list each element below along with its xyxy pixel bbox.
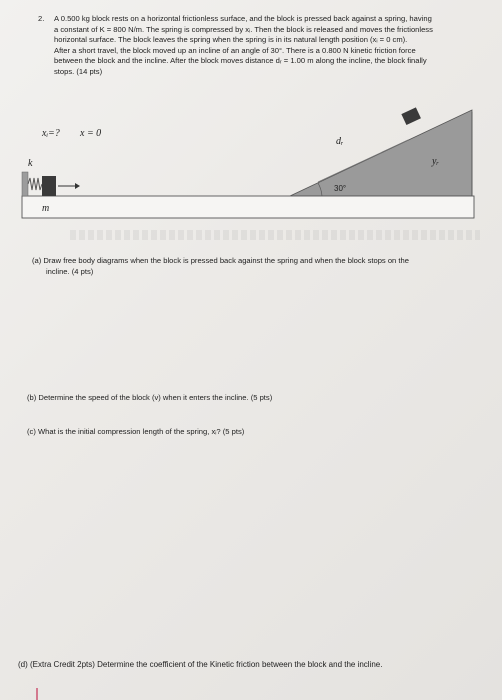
block-on-flat bbox=[42, 176, 56, 196]
wall bbox=[22, 172, 28, 196]
height-label: yᵣ bbox=[432, 156, 439, 167]
question-d: (d) (Extra Credit 2pts) Determine the coefficient of the Kinetic friction between the block and the incline. bbox=[18, 660, 383, 669]
question-a-line: (a) Draw free body diagrams when the block is pressed back against the spring and when the block stops on the bbox=[32, 256, 409, 265]
mass-label: m bbox=[42, 203, 50, 214]
problem-line: a constant of K = 800 N/m. The spring is compressed by xᵢ. Then the block is released and moves the frictionless bbox=[54, 24, 433, 34]
red-mark bbox=[36, 688, 38, 700]
problem-line: After a short travel, the block moved up an incline of an angle of 30°. There is a 0.800 N kinetic friction force bbox=[54, 45, 416, 55]
x0-label: x = 0 bbox=[80, 128, 102, 139]
problem-line: between the block and the incline. After the block moves distance dᵣ = 1.00 m along the incline, the block finally bbox=[54, 56, 427, 66]
question-c: (c) What is the initial compression length of the spring, xᵢ? (5 pts) bbox=[27, 427, 245, 436]
distance-label: dᵣ bbox=[336, 136, 344, 147]
horizontal-surface bbox=[22, 196, 474, 218]
spring-coil bbox=[28, 178, 42, 190]
problem-number: 2. bbox=[38, 14, 45, 23]
block-on-incline bbox=[401, 107, 421, 125]
spring-constant-label: k bbox=[28, 158, 33, 169]
question-b: (b) Determine the speed of the block (v) when it enters the incline. (5 pts) bbox=[27, 393, 273, 402]
velocity-arrow-head bbox=[75, 183, 80, 189]
problem-line: horizontal surface. The block leaves the spring when the spring is in its natural length position (xᵢ = 0 cm). bbox=[54, 35, 408, 45]
question-a bbox=[32, 256, 472, 277]
faint-bleed-through bbox=[70, 230, 480, 240]
angle-label: 30° bbox=[334, 184, 347, 193]
physics-diagram bbox=[0, 0, 502, 260]
xi-label: xᵢ=? bbox=[42, 128, 60, 139]
question-a-line: incline. (4 pts) bbox=[46, 266, 94, 276]
problem-line: stops. (14 pts) bbox=[54, 66, 103, 76]
problem-line: A 0.500 kg block rests on a horizontal frictionless surface, and the block is pressed back against a spring, having bbox=[54, 14, 432, 23]
